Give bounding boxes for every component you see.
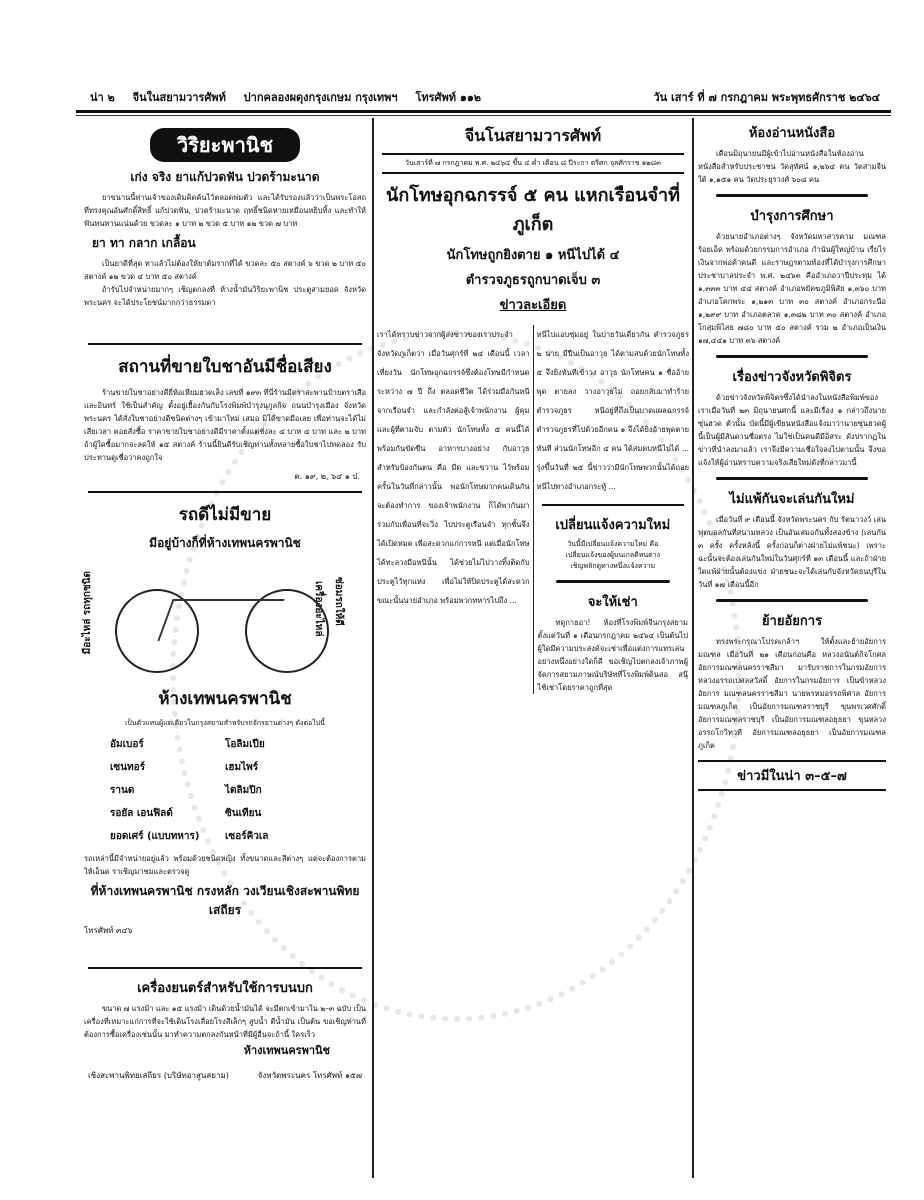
side-text-right-2: ซ่อมรถให้ดี [333,577,344,626]
footer-right: จังหวัดพระนคร โทรศัพท์ ๑๕๗ [257,1071,362,1080]
ad-signature: ห้างเทพนครพานิช [243,1044,330,1057]
phone: โทรศัพท์ ๑๑๒ [415,91,482,104]
brand: รอยัล เอนฟิลด์ [110,808,173,819]
section-title: ห้องอ่านหนังสือ [748,126,836,141]
ad-footer [88,1069,362,1082]
section-title: บำรุงการศึกษา [750,209,834,224]
section-title: เรื่องข่าวจังหวัดพิจิตร [732,370,852,385]
ad-body: ยาขนานนี้ท่านเจ้าของเดิมคิดค้นไว้ตลอดพ่มตัว และได้รับรองแล้วว่าเป็นพระโอสถที่ทรงคุณอันศักดิ์สิทธิ์ แก้ปวดฟัน, ปวดร้ามะนาด ฤทธิ์ชนิดหายเหมือนหยิบทิ้ง และทำให้ฟันทนทานแน่นด้วย ขวดละ ๑ บาท ๒ ขวด ๕ บาท ๑๒ ขวด ๗ บาท [84,193,366,228]
masthead-rule-thin [76,115,891,116]
shop-intro: เป็นตัวแทนผู้แต่เดียวในกรุงสยามสำหรับรถจักรยานต่างๆ ดังต่อไปนี้ [125,719,325,727]
ad-product-title: ยา ทา กลาก เกลื้อน [92,236,196,250]
paper-title: จีนโนสยามวารศัพท์ [464,126,602,145]
divider [716,355,868,358]
ad-subtitle: มีอยู่บ้างก็ที่ห้างเทพนครพานิช [149,536,301,550]
bicycle-frame [157,599,284,641]
masthead-rule [76,110,891,113]
brand: ยอดเศร์ (แบบทหาร) [110,831,200,842]
footer-left: เชิงสะพานพิทยเสถียร (บริษัทอาสูนสยาม) [88,1071,229,1080]
divider [716,477,868,480]
ad-banner: วิริยะพานิช [150,128,300,162]
shop-phone: โทรศัพท์ ๓๔๖ [84,926,133,935]
page-label: น่า ๒ [90,91,115,104]
divider [716,194,868,197]
brand: อัมเบอร์ [110,739,144,750]
brand: เซนทอร์ [110,762,146,773]
ad-title: สถานที่ขายใบชาอันมีชื่อเสียง [118,357,332,377]
subheadline-detail: ข่าวละเอียด [499,298,567,313]
notice-line: เชิญพลิกดูทางหนึ่งแจ้งความ [570,562,656,570]
ad-bicycle [80,501,370,937]
middle-column [372,118,694,1178]
masthead [90,88,880,106]
ad-viriya-panich [80,128,370,309]
left-column [80,118,370,1092]
issue-date: วัน เสาร์ ที่ ๗ กรกฎาคม พระพุทธศักราช ๒๔๖๔ [653,91,880,104]
dateline: วันเสาร์ที่ ๗ กรกฎาคม พ.ศ. ๒๔๖๔ ขึ้น ๔ ค่ำ เดือน ๘ ปีระกา ตรีศก จุลศักราช ๑๒๘๓ [382,153,684,174]
shop-note: รถเหล่านี้มีจำหน่ายอยู่แล้ว พร้อมด้วยชนิดหญิง ทั้งขนาดและสีต่างๆ แต่จะต้องการตามให้เอ็นด ราเชิญมาชมและตรวจดู [84,854,366,876]
bicycle-illustration [105,559,345,679]
article-col-2: หนีไปแอบซุ่มอยู่ ในบ่ายวันเดียวกัน ตำรวจภูธร ๒ นาย มีปืนเป็นอาวุธ ได้ตามสบด้วยนักโทษทั้ง ๕ จึงยิงทันทีเข้าวง อาวุธ นักโทษคน ๑ ชื่ออ้ายพุด ตายลง วางอาวุธไม่ ถอยกลับมาทำร้ายตำรวจภูธร หนีอยู่ที่ถึงเป็นบาดแผลฉกรรจ์ ตำรวจภูธรที่ไปด้วยอีกคน ๑ จึงได้ยิงอ้ายพุดตายทันที ส่วนนักโทษอีก ๔ คน ได้สมคบหนีไปได้ ... รุ่งขึ้นวันที่ ๒๕ นี้ข่าวว่ามีนักโทษพวกนั้นได้ถอยหนีไปทางอำเภอกระทู้ ... [536,330,689,491]
section-body: ด้วยนายอำเภอต่างๆ จังหวัดมหาสารคาม มณฑลร้อยเอ็ด พร้อมด้วยกรรมการอำเภอ กำนันผู้ใหญ่บ้าน เรี่ยไรเงินจากพ่อค้าคนดี และราษฎรตามท้องที่ได้บำรุงการศึกษาประชาบาลประจำ พ.ศ. ๒๔๖๓ คืออำเภอวาปีประทุม ได้ ๑,๓๓๓ บาท ๔๔ สตางค์ อำเภอพยัคฆภูมิพิสัย ๑,๓๖๐ บาท อำเภอโคกพระ ๑,๒๑๓ บาท ๓๐ สตางค์ อำเภอกระนือ ๑,๒๙๙ บาท อำเภอตลาด ๑,๓๘๒ บาท ๓๐ สตางค์ อำเภอโกสุมพิไสย ๗๘๐ บาท ๕๐ สตางค์ รวม ๒ อำเภอเป็นเงิน ๑๗,๔๔๑ บาท ๓๖ สตางค์ [698,232,886,345]
divider [88,491,362,493]
notice-title: เปลี่ยนแจ้งความใหม่ [555,518,671,533]
notice-line: วันนี้มีเปลี่ยนแจ้งความใหม่ คือ [567,540,659,548]
brand: เฮมไพร์ [225,762,259,773]
divider [542,504,685,506]
notice-line: เปลี่ยนแจ้งของผู้บนเกลดีทนต่าง [565,551,661,559]
subheadline: นักโทษถูกยิงตาย ๑ หนีไปได้ ๔ [446,248,620,263]
divider [88,343,362,345]
ad-engine [80,977,370,1082]
brand: เซอร์คิวเล [225,831,269,842]
publisher: ปากคลองผดุงกรุงเกษม กรุงเทพฯ [243,91,398,104]
article-col-1: เราได้ทราบข่าวจากผู้ส่งข่าวของเราประจำจังหวัดภูเก็ตว่า เมื่อวันศุกร์ที่ ๒๔ เดือนนี้ เวลาเที่ยงวัน นักโทษอุกฉกรรจ์ซึ่งต้องโทษมีกำหนด ระหว่าง ๗ ปี ถึง ตลอดชีวิต ได้ร่วมมือกันหนีจากเรือนจำ และกำลังต่อสู้เจ้าพนักงาน ผู้คุมและผู้ที่ตามจับ ตามตัว นักโทษทั้ง ๕ คนนี้ได้พร้อมกันขัดขืน อาหารบางอย่าง กับอาวุธสำหรับป้องกันตน คือ มีด และขวาน ไว้พร้อม ครั้นในวันที่กล่าวนั้น พอนักโทษมากคนเดินกันจะต้องทำการ ของเจ้าพนักงาน ก็ได้พากันมาร่วมกับเพื่อนที่จะวิ่ง ไปประตูเรือนจำ ทุกชั้นจึงได้เปิดหมด เพื่อสะดวกแก่การหนี แต่เมื่อนักโทษได้ทะลวงมือหนีนั้น ได้ช่วยไม่ไปวางทิ้งติดกับประตูไว้ทุกแห่ง เพื่อไม่ให้ปิดประตูได้สะดวก ขณะนั้นนายอำเภอ พร้อมพวกทหารไปถึง ... [377,330,530,605]
ad-title: เครื่องยนตร์สำหรับใช้การบนบก [137,981,313,996]
notice-body: ทดูกาธอา! ห้องที่โรงพิมพ์จีนกรุงสยาม ตั้งแต่วันที่ ๑ เดือนกรกฎาคม ๒๔๖๔ เป็นต้นไป ผู้ใดมีความประสงค์จะเช่าเพื่อแต่งการแทรเล่นอย่างหนึ่งอย่างใดก็ดี ขอเชิญไปตกลงเจ้าภาพผู้จัดการสยามภาษณ์บริษัทที่โรงพิมพ์ดินสอ สนุ๊ไช้เช่าโดยราคาถูกที่สุด [537,618,688,692]
right-column [694,118,890,799]
section-body: ด้วยข่าวจังหวัดพิจิตรซึ่งได้นำลงในหนังสือพิมพ์ของเราเมื่อวันที่ ๒๓ มิถุนายนศกนี้ และมีเรื่อง ๑ กล่าวถึงนายซุ่นฮวด ตัวนั้น บัดนี้มีผู้เขียนหนังสือแจ้งมาว่านายซุ่นฮวดผู้นี้เป็นผู้มีสันดานซื่อตรง ไม่ใช่เป็นคนดีมีอิสระ ดังปรากฏในข่าวที่นำลงมาแล้ว เราจึงมีความเชื่อใจลงไปตามนั้น จึงขอแจ้งให้ผู้อ่านทราบความจริงเสียใหม่ดังที่กล่าวมานี้ [698,393,886,467]
brand: โอลิมเปีย [225,739,265,750]
ad-subtitle: เก่ง จริง ยาแก้ปวดฟัน ปวดร้ามะนาด [130,170,320,184]
brand: ไตลิมปิก [225,785,262,796]
side-text-left: มีอะไหล่ รถทุกชนิด [82,571,93,655]
ad-ref: ต. ๑๙, ๒, ๖๔ ๑ ป. [294,472,360,481]
headline: นักโทษอุกฉกรรจ์ ๕ คน แหกเรือนจำที่ภูเก็ต [386,185,680,235]
article-columns [374,325,692,694]
notice-new-ads [534,514,693,572]
side-text-right-1: เครื่องอะไหล่ [313,581,324,637]
ad-title: รถดีไม่มีขาย [178,505,272,525]
subheadline: ตำรวจภูธรถูกบาดเจ็บ ๓ [465,273,601,288]
ad-product-body: เป็นยาดีที่สุด ทาแล้วไม่ต้องให้ยาต้มรากที่ได้ ขวดละ ๕๐ สตางค์ ๖ ขวด ๒ บาท ๕๐ สตางค์ ๑๒ ขวด ๔ บาท ๕๐ สตางค์ [84,259,366,281]
divider [556,580,671,583]
shop-name: ห้างเทพนครพานิช [158,689,292,709]
paper-name: จีนในสยามวารศัพท์ [132,91,226,104]
ad-agent-note: ถ้ารับไปจำหน่ายมากๆ เชิญตกลงที่ ห้างน้ำมันวิริยะพานิช ประตูสามยอด จังหวัดพระนคร จะได้ประโยชน์มากกว่าธรรมดา [84,285,366,307]
brand: รานด [110,785,135,796]
section-title: ย้ายอัยการ [761,614,823,629]
section-body: เมื่อวันที่ ๙ เดือนนี้ จังหวัดพระนคร กับ รัตนาวงว์ เล่นฟุตบอลกันที่สนามหลวง เป็นอันเสมอกันทั้งสองข้าง (เล่นกัน ๓ ครั้ง ครั้งหลังนี้ ครั้งก่อนก็ต่างฝ่ายไม่แพ้ชนะ) เพราะฉะนั้นจะต้องเล่นกันใหม่ในวันศุกร์ที่ ๑๓ เดือนนี้ และถ้าฝ่ายใดแพ้ฝ่ายนั้นต้องแข่ง ฝ่ายชนะจะได้เล่นกับจังหวัดธนบุรีในวันที่ ๑๗ เดือนนี้อีก [698,515,886,589]
section-body: ทรงพระกรุณาโปรดเกล้าฯ ให้ตั้งและย้ายอัยการ มณฑล เมื่อวันที่ ๒๑ เดือนก่อนคือ หลวงอนันต์กิจโกศล อัยการมณฑลนครราชสีมา มารับราชการในกรมอัยการ หลวงอรรถเปศลสวัสดิ์ อัยการในกรมอัยการ เป็นข้าหลวงอัยการ มณฑลนครราชสีมา นายพรหมอรรถพิศาล อัยการมณฑลภูเก็ต เป็นอัยการมณฑลราชบุรี ขุนพรเวศศักดิ์ อัยการมณฑลราชบุรี เป็นอัยการมณฑลอยุธยา ขุนหลวงอรรถโกวิทวที อัยการมณฑลอยุธยา เป็นอัยการมณฑลภูเก็ต [698,637,886,750]
section-title: ไม่แพ้กันจะเล่นกันใหม่ [729,492,855,507]
shop-address: ที่ห้างเทพนครพานิช กรงหลัก วงเวียนเชิงสะพานพิทยเสถียร [90,884,360,917]
divider [88,967,362,969]
ad-body: ขนาด ๗ แรงม้า และ ๑๕ แรงม้า เดินด้วยน้ำมันได้ จะมีตกเข้ามาใน ๒–๓ ฉบับ เป็นเครื่องที่เหมาะแก่การที่จะใช้เดินโรงเลื่อยโรงสีเล็กๆ สูบน้ำ ตีน้ำมัน เป็นต้น ขอเชิญท่านที่ต้องการซื้อเครื่องเช่นนั้น มาทำความตกลงกันหน้าที่มีผู้อื่นจะถ้านี้ ใครเร็ว [84,1004,366,1039]
continued-on-pages: ข่าวมีในน่า ๓–๕–๗ [698,760,886,791]
brand: ซินเทียน [225,808,262,819]
ad-tea-shop [80,353,370,483]
ad-body: ร้านขายใบชาอย่างดียี่ห้อเหียมฮวดเส็ง เลขที่ ๑๙๓ ที่นี่ร้านมีตราสะพานป้ายตราเสือและอินทร์ ใช้เป็นสำคัญ ตั้งอยู่เยื้องกันกับโรงพิมพ์บำรุงนุกูลกิจ ถนนบำรุงเมือง จังหวัดพระนคร ได้สั่งใบชาอย่างดีชนิดต่างๆ เข้ามาใหม่ เสมอ มิได้ขาดมือเลย เพื่อท่านจะได้ไม่เสียเวลา คอยสั่งซื้อ ราคาขายใบชาอย่างดีมีราคาตั้งแต่ชั่งละ ๔ บาท ๔ บาท และ ๒ บาท ถ้าผู้ใดซื้อมากจะลดให้ ๑๕ สตางค์ ร้านนี้ยินดีรับเชิญท่านทั้งหลายซื้อใบชาไปทดลอง รับประทานดูเชื่อว่าคงถูกใจ [84,388,366,462]
notice-for-rent [534,591,693,694]
notice-title: จะให้เช่า [587,595,638,610]
divider [716,599,868,602]
section-body: เดือนมิถุนายนมีผู้เข้าไปอ่านหนังสือในห้องอ่านหนังสือสำหรับประชาชน วัดสุทัศน์ ๑,๒๖๔ คน วัดสามจีนใต้ ๑,๑๕๑ คน วัดประยุรวงศ์ ๖๐๘ คน [698,149,886,184]
brand-list [110,737,340,844]
